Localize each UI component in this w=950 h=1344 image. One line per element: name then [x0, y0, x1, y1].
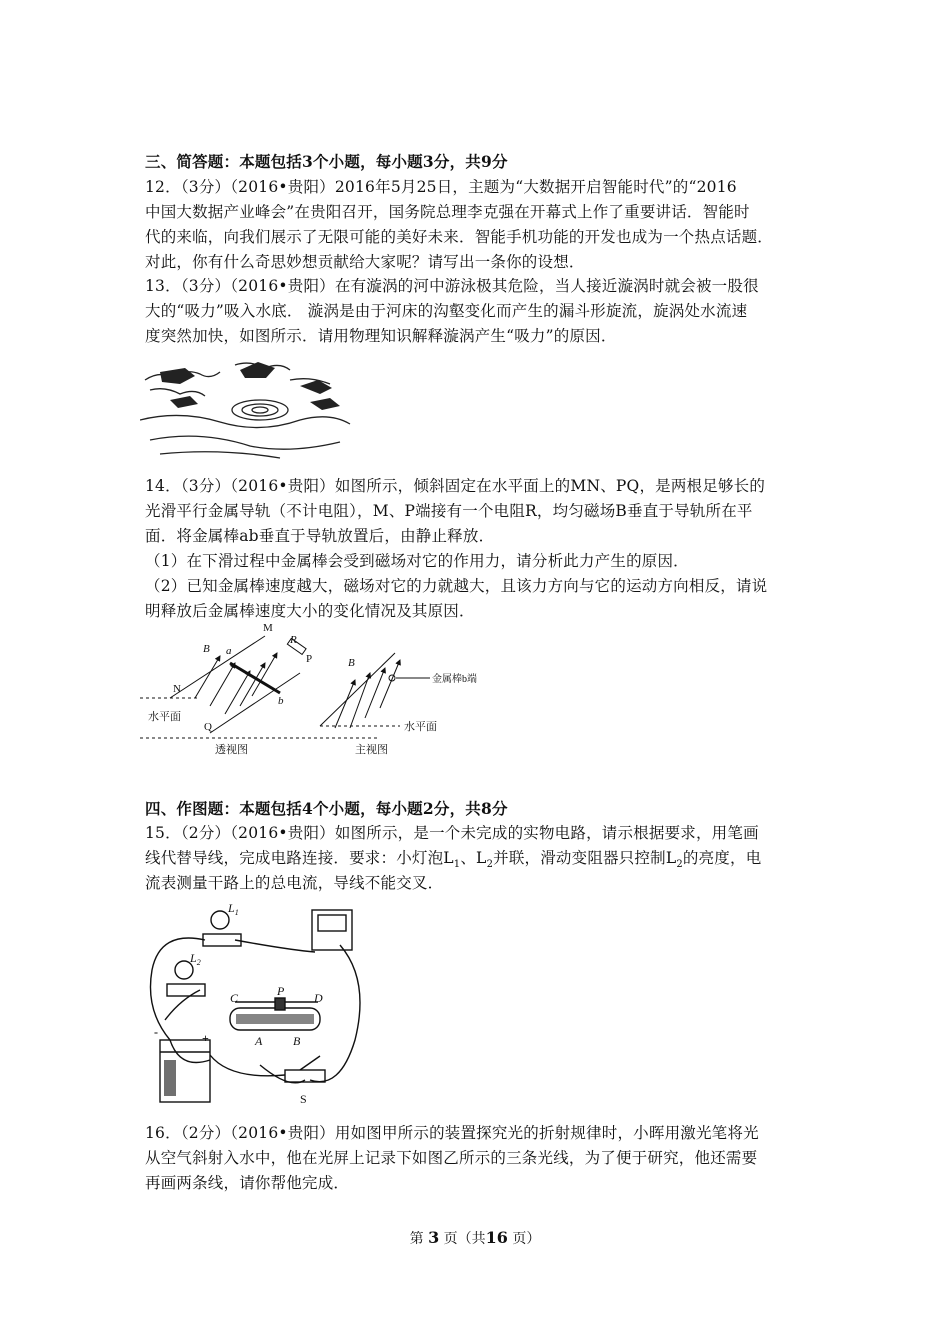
label-q: Q: [204, 721, 212, 733]
q13-line-3: 度突然加快，如图所示．请用物理知识解释漩涡产生“吸力”的原因．: [145, 327, 617, 345]
wire-left: [150, 938, 205, 1040]
q15-line-2: 线代替导线，完成电路连接．要求：小灯泡$L_1$、$L_2$并联，滑动变阻器只控制$L_2$的亮度，电: [145, 849, 762, 871]
label-r: R: [290, 634, 297, 646]
page-total: 16: [485, 1228, 508, 1247]
label-a: a: [226, 645, 232, 657]
label-b: B: [293, 1034, 301, 1048]
label-b: B: [203, 643, 210, 655]
q16-line-1: 16．（2分）（2016•贵阳）用如图甲所示的装置探究光的折射规律时，小晖用激光笔将光: [145, 1124, 759, 1142]
q14-line-2: 光滑平行金属导轨（不计电阻），M、P端接有一个电阻R，均匀磁场B垂直于导轨所在平: [145, 502, 753, 520]
label-d: D: [314, 991, 323, 1005]
label-horizontal: 水平面: [148, 711, 181, 723]
q16-line-2: 从空气斜射入水中，他在光屏上记录下如图乙所示的三条光线，为了便于研究，他还需要: [145, 1149, 758, 1167]
rail-mn: [170, 636, 265, 698]
label-b-small: b: [278, 695, 284, 707]
label-horizontal2: 水平面: [404, 721, 437, 733]
wire-top: [235, 940, 315, 952]
q14-line-3: 面．将金属棒ab垂直于导轨放置后，由静止释放．: [145, 527, 495, 545]
q15-line-1: 15．（2分）（2016•贵阳）如图所示，是一个未完成的实物电路，请示根据要求，用笔画: [145, 824, 759, 842]
label-perspective: 透视图: [215, 744, 248, 756]
q15-line-3: 流表测量干路上的总电流，导线不能交叉．: [145, 874, 444, 892]
q12-line-3: 代的来临，向我们展示了无限可能的美好未来．智能手机功能的开发也成为一个热点话题．: [145, 228, 774, 246]
label-c: C: [230, 991, 239, 1005]
q14-line-4: （1）在下滑过程中金属棒会受到磁场对它的作用力，请分析此力产生的原因．: [145, 552, 689, 570]
label-rod-end: 金属棒b端: [432, 674, 477, 685]
label-l2: $L_2$: [190, 951, 201, 967]
label-p: P: [277, 984, 285, 998]
section-heading-4: 四、作图题：本题包括4个小题，每小题2分，共8分: [145, 799, 508, 818]
q14-line-6: 明释放后金属棒速度大小的变化情况及其原因．: [145, 602, 475, 620]
q12-line-2: 中国大数据产业峰会”在贵阳召开，国务院总理李克强在开幕式上作了重要讲话．智能时: [145, 203, 750, 221]
front-rail: [320, 653, 395, 726]
rails-figure: [140, 618, 510, 763]
label-a: A: [255, 1034, 263, 1048]
label-minus: -: [154, 1025, 158, 1039]
page-number: 3: [428, 1228, 440, 1247]
section-heading-3: 三、简答题：本题包括3个小题，每小题3分，共9分: [145, 152, 508, 171]
circuit-figure: [140, 890, 385, 1110]
label-front: 主视图: [355, 744, 388, 756]
q13-line-1: 13．（3分）（2016•贵阳）在有漩涡的河中游泳极其危险，当人接近漩涡时就会被一股很: [145, 277, 759, 295]
rheostat-slider: [275, 998, 285, 1010]
q16-line-3: 再画两条线，请你帮他完成．: [145, 1174, 350, 1192]
label-plus: +: [202, 1031, 209, 1045]
page-footer: 第 3 页（共16 页）: [409, 1228, 541, 1247]
q13-line-2: 大的“吸力”吸入水底． 漩涡是由于河床的沟壑变化而产生的漏斗形旋流，旋涡处水流速: [145, 302, 748, 320]
label-b2: B: [348, 657, 355, 669]
label-l1: $L_1$: [228, 901, 239, 917]
lamp-l1-bulb: [211, 911, 229, 929]
q12-line-1: 12．（3分）（2016•贵阳）2016年5月25日，主题为“大数据开启智能时代”的“2016: [145, 178, 737, 196]
label-s: S: [300, 1092, 307, 1106]
label-p: P: [306, 653, 313, 665]
q14-line-1: 14．（3分）（2016•贵阳）如图所示，倾斜固定在水平面上的MN、PQ，是两根足够长的: [145, 477, 766, 495]
ammeter-face: [318, 915, 346, 931]
metal-rod: [230, 663, 280, 693]
q14-line-5: （2）已知金属棒速度越大，磁场对它的力就越大，且该力方向与它的运动方向相反，请说: [145, 577, 768, 595]
label-m: M: [263, 622, 273, 634]
switch-lever: [300, 1056, 320, 1070]
vortex-ring-outer: [232, 400, 288, 420]
q12-line-4: 对此，你有什么奇思妙想贡献给大家呢？请写出一条你的设想．: [145, 253, 585, 271]
label-n: N: [173, 683, 181, 695]
whirlpool-figure: [140, 350, 355, 460]
